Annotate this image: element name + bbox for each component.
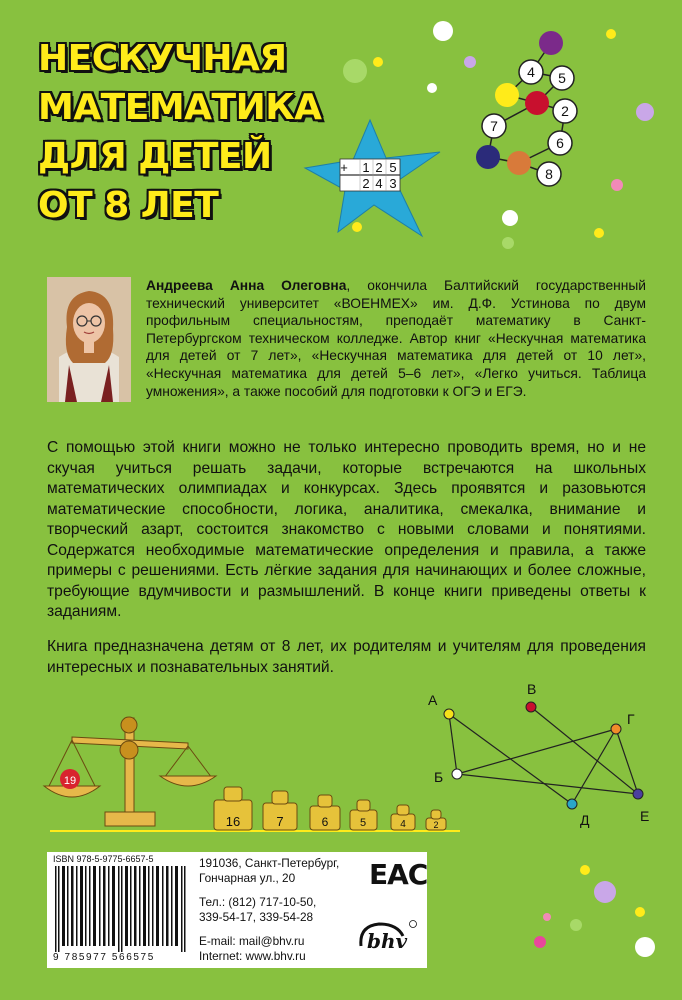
sum-r2-d1: 2 — [362, 176, 370, 191]
graph-label-d: Д — [580, 812, 590, 828]
weight-1: 16 — [225, 814, 241, 829]
author-name: Андреева Анна Олеговна — [146, 278, 347, 293]
graph-label-a: А — [428, 692, 438, 708]
sum-r2-d2: 4 — [375, 176, 383, 191]
chain-num-5: 6 — [556, 135, 564, 151]
weights-graphic — [214, 787, 446, 830]
title-line-4: ОТ 8 ЛЕТ — [38, 185, 219, 226]
description-paragraph-1: С помощью этой книги можно не только интересно проводить время, но и не скучая учиться решать задачи, которые встречаются на школьных математических олимпиадах и конкурсах. Здесь проявятся и разовьются математические способности, логика, аналитика, смекалка, внимание и творческий азарт, состоится знакомство с новыми словами и понятиями. Содержатся необходимые математические определения и правила, а также примеры с решениями. Есть лёгкие задания для начинающих и более сложные, требующие вдумчивости и размышлений. В конце книги приведены ответы к заданиям. — [47, 439, 646, 620]
description-paragraph-2: Книга предназначена детям от 8 лет, их родителям и учителям для проведения интересных и познавательных занятий. — [47, 638, 646, 676]
title-line-3: ДЛЯ ДЕТЕЙ — [38, 136, 272, 177]
sum-r1-d1: 1 — [362, 160, 370, 175]
weight-5: 4 — [400, 819, 406, 830]
title-line-2: МАТЕМАТИКА — [38, 87, 322, 128]
barcode-image — [53, 866, 188, 952]
eac-mark: EAC — [369, 858, 428, 891]
chain-num-3: 2 — [561, 103, 569, 119]
weight-4: 5 — [359, 817, 367, 829]
bhv-logo-text: bhv — [367, 929, 408, 953]
sum-sign: + — [340, 160, 348, 175]
publisher-address — [199, 856, 379, 964]
scale-ball-label: 19 — [63, 775, 77, 787]
author-bio — [146, 277, 646, 400]
title-line-1: НЕСКУЧНАЯ — [38, 38, 287, 79]
chain-num-4: 7 — [490, 118, 498, 134]
graph-label-e: Е — [640, 808, 650, 824]
isbn-text: ISBN 978-5-9775-6657-5 — [53, 854, 154, 864]
graph-label-b: Б — [434, 769, 444, 785]
email-line: E-mail: mail@bhv.ru — [199, 934, 305, 948]
graph-label-g: Г — [627, 711, 635, 727]
phone-line-2: 339-54-17, 339-54-28 — [199, 910, 314, 924]
publisher-info-box — [47, 852, 427, 968]
sum-r1-d2: 2 — [375, 160, 383, 175]
graph-label-v: В — [527, 681, 537, 697]
bhv-logo — [357, 916, 421, 956]
author-bio-text: , окончила Балтийский государственный технический университет «ВОЕНМЕХ» им. Д.Ф. Устинова по двум профильным специальностям, преподаёт математику в Санкт-Петербургском техническом колледже. Автор книг «Нескучная математика для детей от 7 лет», «Нескучная математика для детей от 10 лет», «Нескучная математика для детей 5–6 лет», «Легко учиться. Таблица умножения», а также пособий для подготовки к ОГЭ и ЕГЭ. — [146, 278, 646, 399]
weight-6: 2 — [433, 820, 439, 830]
weight-3: 6 — [321, 815, 329, 829]
author-photo — [47, 277, 131, 402]
phone-line-1: Тел.: (812) 717-10-50, — [199, 895, 317, 909]
weight-2: 7 — [276, 814, 284, 829]
sum-r1-d3: 5 — [389, 160, 397, 175]
barcode-digits: 9 785977 566575 — [53, 952, 155, 963]
graph-diagram — [449, 707, 638, 804]
internet-line: Internet: www.bhv.ru — [199, 949, 306, 963]
address-line-2: Гончарная ул., 20 — [199, 871, 296, 885]
chain-num-2: 5 — [558, 70, 566, 86]
sum-r2-d3: 3 — [389, 176, 397, 191]
address-line-1: 191036, Санкт-Петербург, — [199, 856, 340, 870]
chain-num-6: 8 — [545, 166, 553, 182]
book-title — [38, 34, 358, 230]
graph-nodes — [444, 702, 643, 809]
barcode-bars — [55, 866, 186, 952]
author-portrait-illustration — [47, 277, 131, 402]
chain-num-1: 4 — [527, 64, 535, 80]
